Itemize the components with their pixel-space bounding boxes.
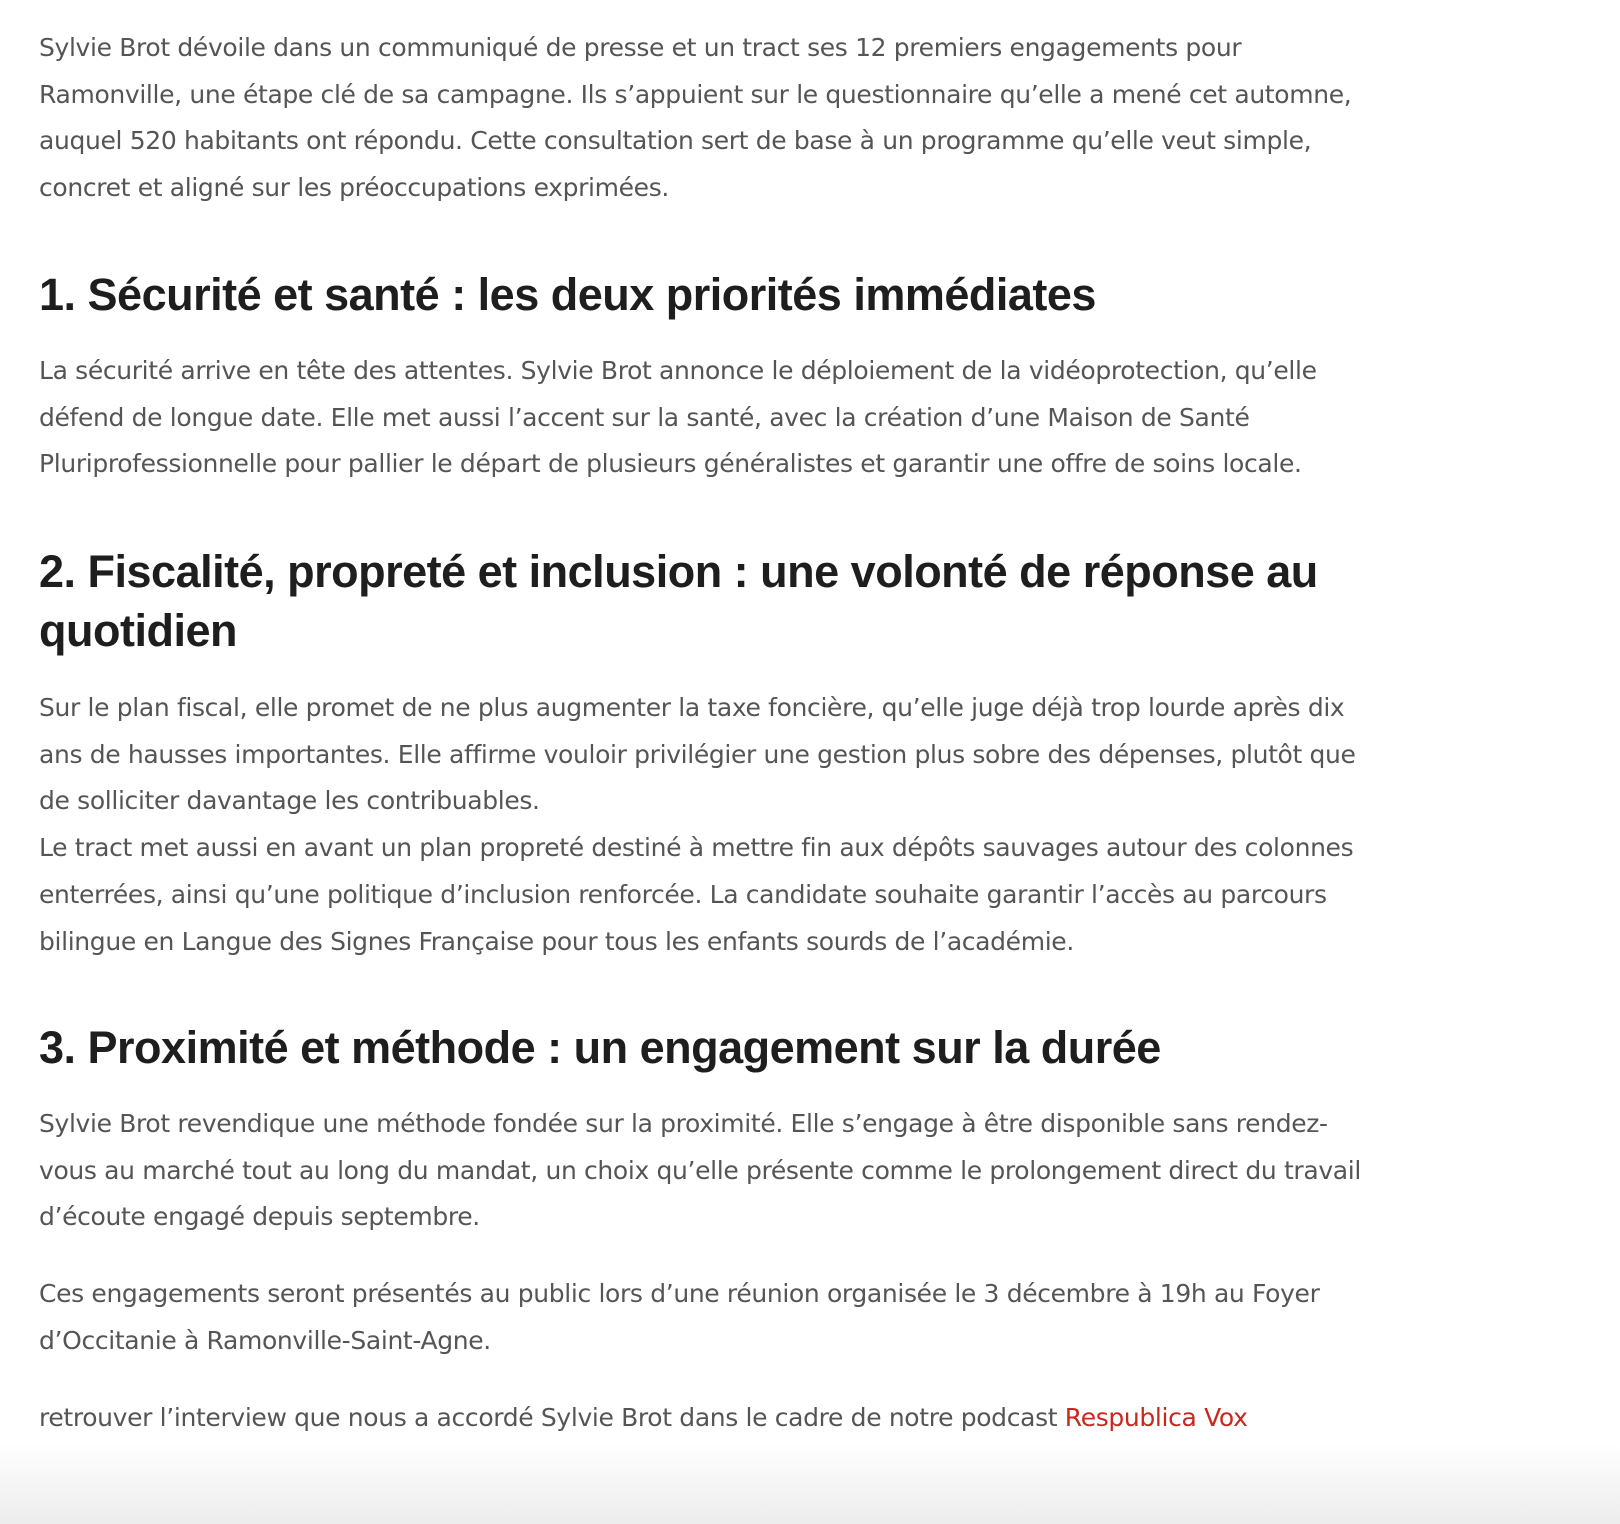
text-line: d’écoute engagé depuis septembre.	[39, 1202, 480, 1232]
section-heading-securite-sante	[39, 265, 1096, 324]
podcast-link[interactable]: Respublica Vox	[1064, 1403, 1248, 1432]
heading-line: 3. Proximité et méthode : un engagement sur la durée	[39, 1022, 1161, 1073]
text-line: ans de hausses importantes. Elle affirme vouloir privilégier une gestion plus sobre des dépenses, plutôt que	[39, 739, 1356, 769]
podcast-text: retrouver l’interview que nous a accordé Sylvie Brot dans le cadre de notre podcast	[39, 1403, 1065, 1432]
intro-paragraph	[39, 25, 1351, 212]
section-paragraph-proximite	[39, 1101, 1361, 1241]
text-line: Sylvie Brot revendique une méthode fondée sur la proximité. Elle s’engage à être disponible sans rendez-	[39, 1109, 1328, 1138]
heading-line: quotidien	[39, 605, 237, 656]
section-heading-proximite	[39, 1018, 1161, 1077]
text-line: Le tract met aussi en avant un plan propreté destiné à mettre fin aux dépôts sauvages autour des colonnes	[39, 833, 1354, 863]
heading-line: 2. Fiscalité, propreté et inclusion : une volonté de réponse au	[39, 546, 1318, 597]
text-line: Sylvie Brot dévoile dans un communiqué de presse et un tract ses 12 premiers engagements pour	[39, 33, 1242, 62]
section-paragraph-securite-sante	[39, 348, 1317, 488]
text-line: d’Occitanie à Ramonville-Saint-Agne.	[39, 1325, 491, 1355]
text-line: La sécurité arrive en tête des attentes. Sylvie Brot annonce le déploiement de la vidéoprotection, qu’elle	[39, 356, 1317, 385]
text-line: Ces engagements seront présentés au public lors d’une réunion organisée le 3 décembre à 19h au Foyer	[39, 1279, 1320, 1308]
text-line: Ramonville, une étape clé de sa campagne. Ils s’appuient sur le questionnaire qu’elle a mené cet automne,	[39, 79, 1352, 109]
heading-line: 1. Sécurité et santé : les deux priorités immédiates	[39, 269, 1096, 320]
section-heading-fiscalite	[39, 542, 1318, 660]
text-line: enterrées, ainsi qu’une politique d’inclusion renforcée. La candidate souhaite garantir l’accès au parcours	[39, 879, 1327, 909]
bottom-fade-shadow	[0, 1444, 1620, 1524]
text-line: Sur le plan fiscal, elle promet de ne plus augmenter la taxe foncière, qu’elle juge déjà trop lourde après dix	[39, 693, 1345, 722]
text-line: bilingue en Langue des Signes Française pour tous les enfants sourds de l’académie.	[39, 926, 1074, 956]
text-line: défend de longue date. Elle met aussi l’accent sur la santé, avec la création d’une Maison de Santé	[39, 402, 1250, 432]
text-line: vous au marché tout au long du mandat, un choix qu’elle présente comme le prolongement direct du travail	[39, 1155, 1361, 1185]
text-line	[39, 1395, 1248, 1442]
section-paragraph-fiscalite	[39, 685, 1356, 965]
text-line: auquel 520 habitants ont répondu. Cette consultation sert de base à un programme qu’elle veut simple,	[39, 126, 1312, 156]
meeting-paragraph	[39, 1271, 1320, 1364]
text-line: Pluriprofessionnelle pour pallier le départ de plusieurs généralistes et garantir une offre de soins locale.	[39, 449, 1302, 479]
podcast-paragraph	[39, 1395, 1248, 1442]
text-line: de solliciter davantage les contribuables.	[39, 786, 540, 816]
text-line: concret et aligné sur les préoccupations exprimées.	[39, 173, 669, 203]
